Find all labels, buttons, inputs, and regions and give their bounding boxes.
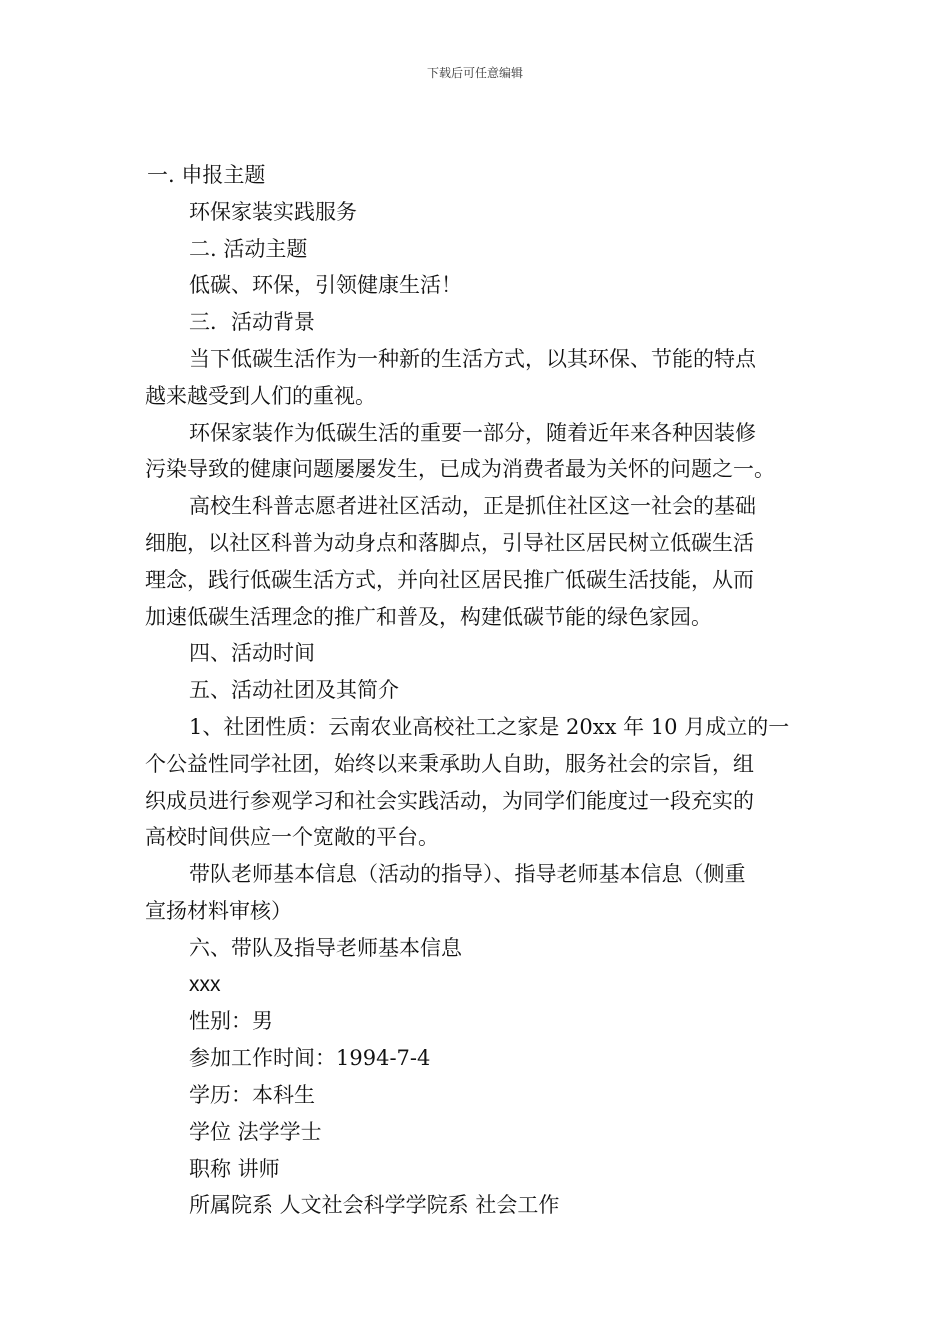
paragraph-line: 高校生科普志愿者进社区活动，正是抓住社区这一社会的基础	[189, 494, 756, 519]
teacher-education: 学历：本科生	[189, 1082, 315, 1107]
paragraph-line: 加速低碳生活理念的推广和普及，构建低碳节能的绿色家园。	[145, 604, 712, 629]
paragraph-line: 高校时间供应一个宽敞的平台。	[145, 825, 439, 850]
paragraph-line: 带队老师基本信息（活动的指导）、指导老师基本信息（侧重	[189, 862, 746, 887]
teacher-degree: 学位 法学学士	[189, 1119, 322, 1144]
page-header: 下载后可任意编辑	[426, 66, 523, 80]
paragraph-line: 个公益性同学社团，始终以来秉承助人自助，服务社会的宗旨，组	[145, 751, 754, 776]
paragraph-line: 当下低碳生活作为一种新的生活方式，以其环保、节能的特点	[189, 346, 756, 371]
paragraph-line: 污染导致的健康问题屡屡发生，已成为消费者最为关怀的问题之一。	[145, 457, 775, 482]
teacher-gender: 性别：男	[189, 1009, 273, 1034]
section-heading-1: 一. 申报主题	[147, 163, 266, 187]
paragraph: 环保家装实践服务	[189, 199, 357, 224]
section-heading-4: 四、活动时间	[189, 641, 315, 666]
paragraph-line: 织成员进行参观学习和社会实践活动，为同学们能度过一段充实的	[145, 788, 754, 813]
paragraph-line: 理念，践行低碳生活方式，并向社区居民推广低碳生活技能，从而	[145, 567, 754, 592]
paragraph: 低碳、环保，引领健康生活！	[189, 273, 462, 298]
teacher-name: xxx	[189, 972, 221, 996]
paragraph-line: 1、社团性质：云南农业高校社工之家是 20xx 年 10 月成立的一	[189, 714, 790, 739]
teacher-department: 所属院系 人文社会科学学院系 社会工作	[189, 1193, 560, 1218]
teacher-start-date: 参加工作时间：1994-7-4	[189, 1046, 431, 1071]
document-body	[145, 157, 805, 1224]
paragraph-line: 环保家装作为低碳生活的重要一部分，随着近年来各种因装修	[189, 420, 756, 445]
teacher-title: 职称 讲师	[189, 1156, 280, 1181]
paragraph-line: 细胞，以社区科普为动身点和落脚点，引导社区居民树立低碳生活	[145, 530, 754, 555]
section-heading-2: 二. 活动主题	[189, 236, 308, 261]
section-heading-3: 三．活动背景	[189, 310, 315, 335]
paragraph-line: 宣扬材料审核）	[145, 898, 292, 923]
section-heading-5: 五、活动社团及其简介	[189, 678, 399, 703]
section-heading-6: 六、带队及指导老师基本信息	[189, 935, 462, 960]
paragraph-line: 越来越受到人们的重视。	[145, 383, 376, 408]
